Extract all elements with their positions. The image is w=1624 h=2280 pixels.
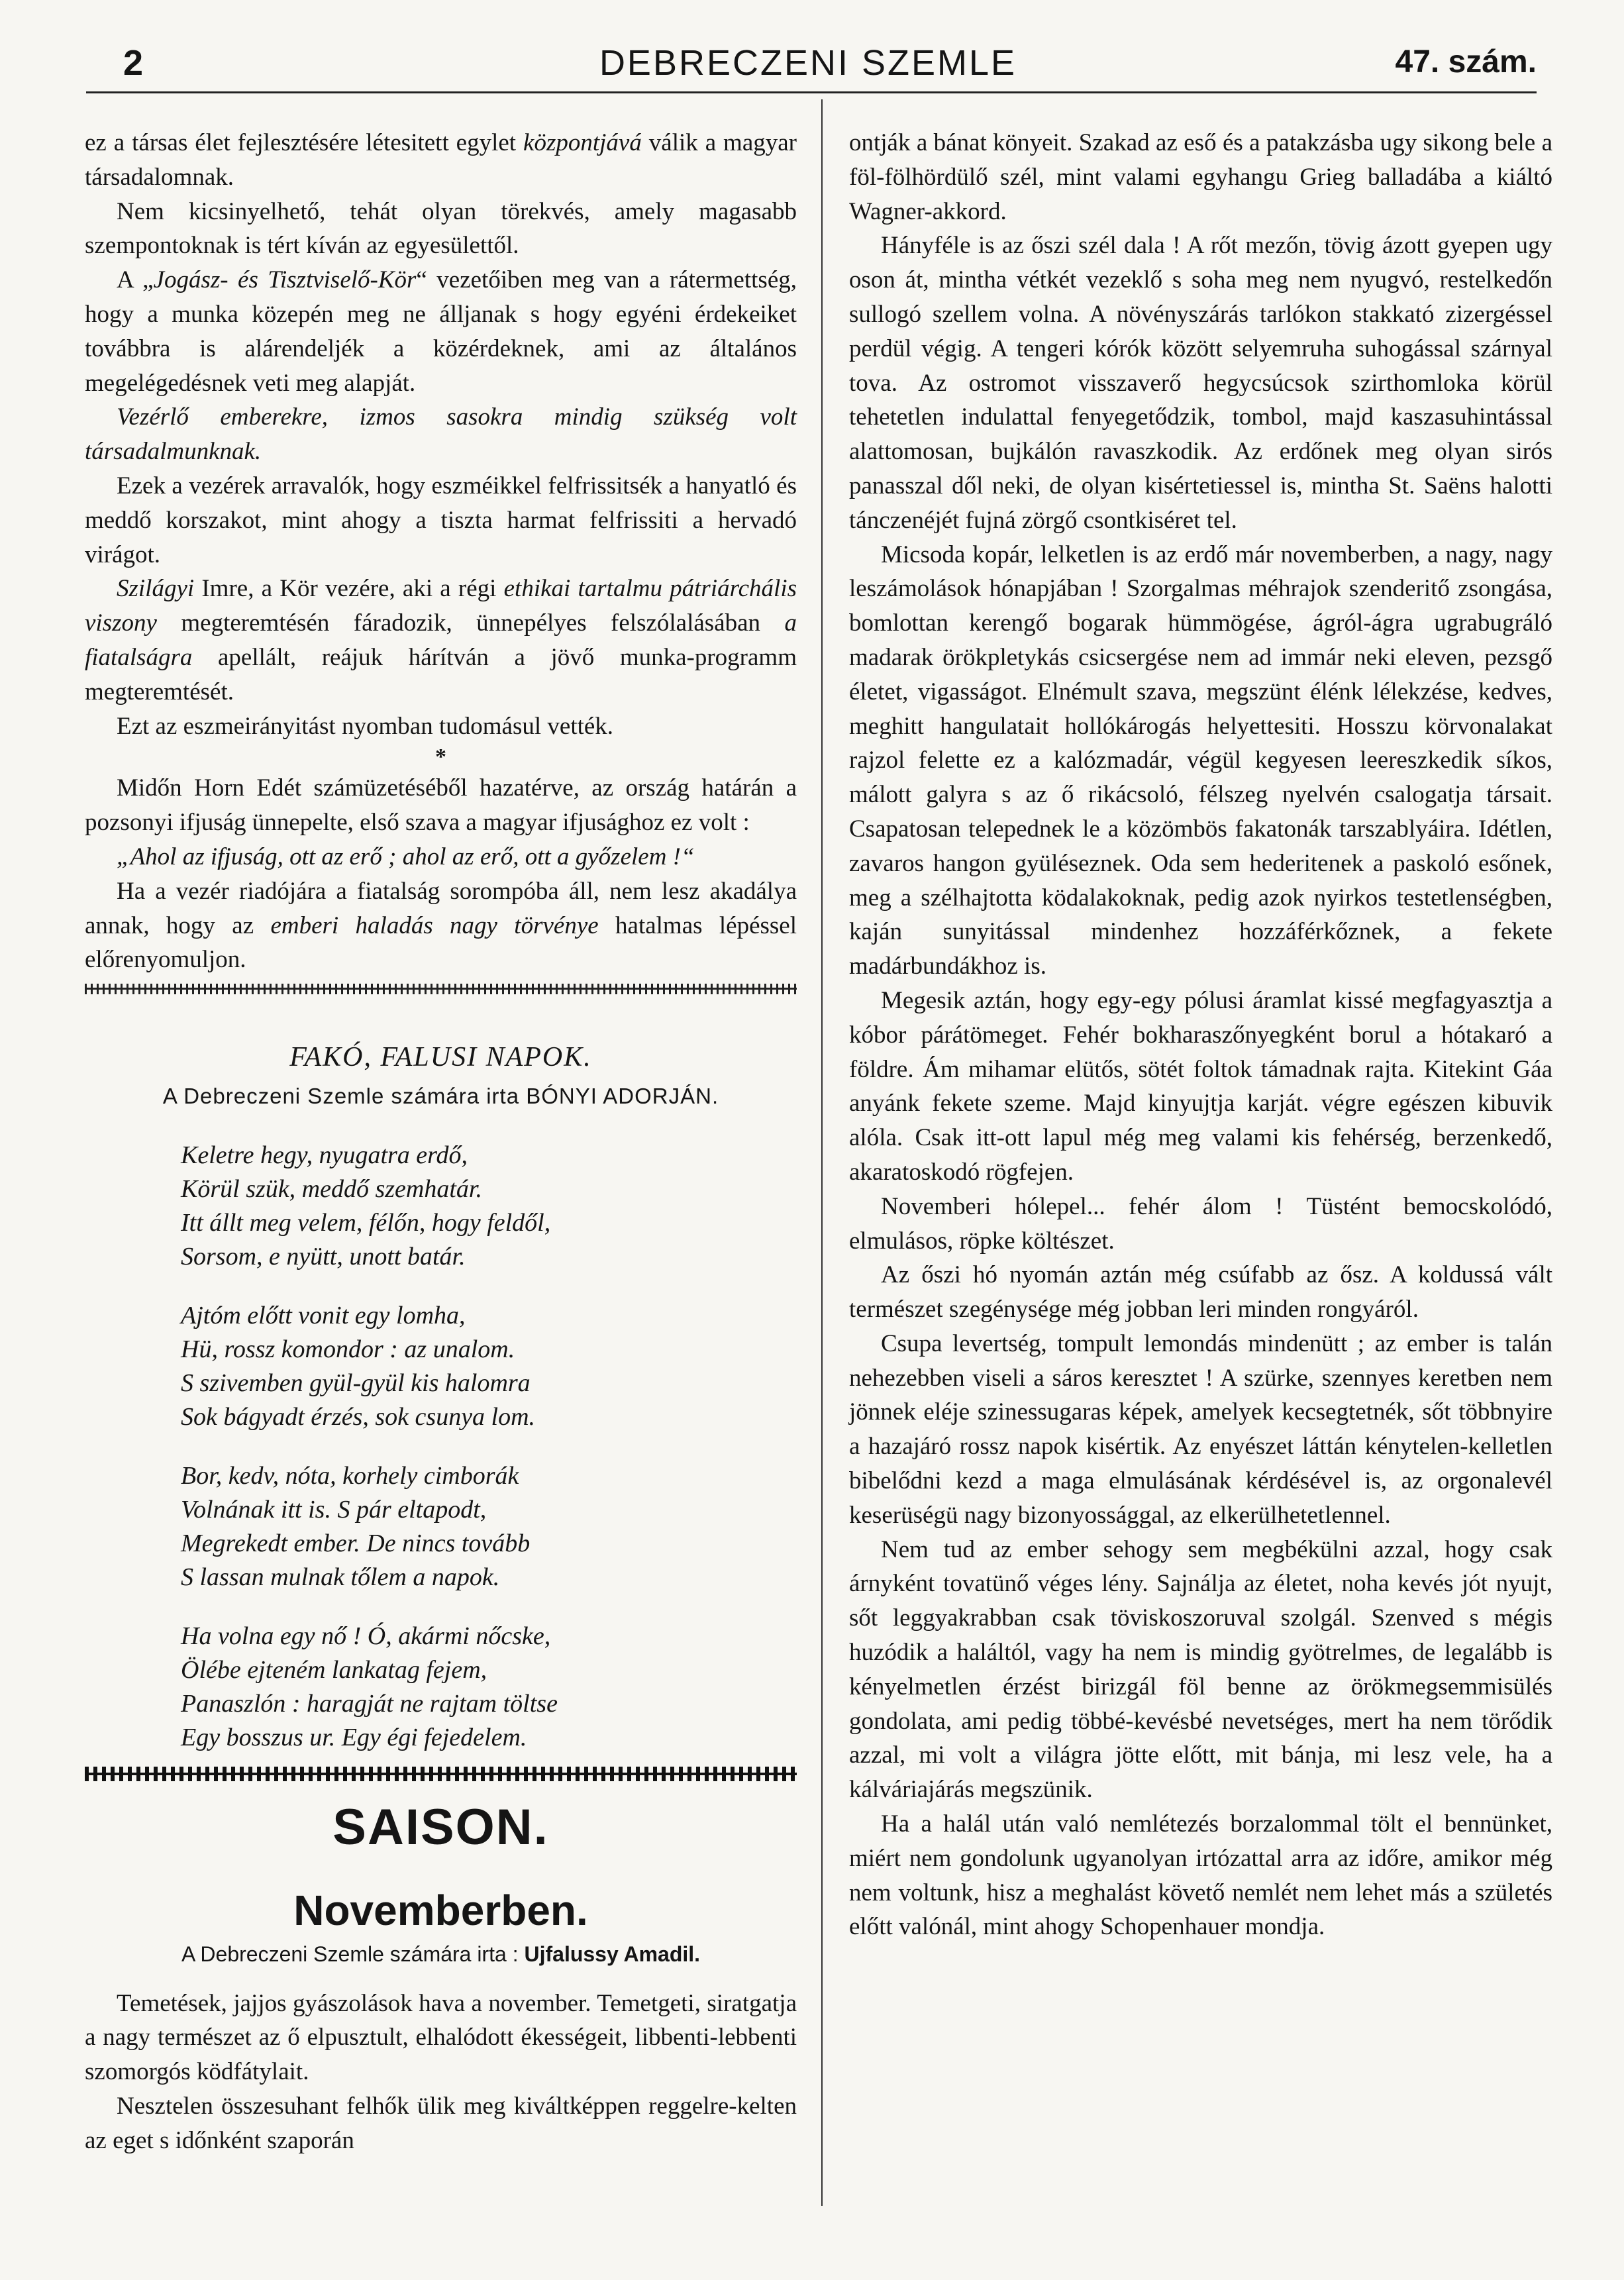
poem-byline: A Debreczeni Szemle számára irta BÓNYI ADORJÁN. [162, 1083, 719, 1108]
poem-line: Bor, kedv, nóta, korhely cimborák [181, 1461, 519, 1490]
text-run: Imre, a Kör vezére, aki a régi [194, 575, 504, 603]
paragraph [85, 874, 797, 977]
text-run: apellált, reájuk hárítván a jövő munka-programm megteremtését. [85, 643, 797, 705]
italic-run: ethikai tartalmu pátriárchális viszony [85, 575, 797, 637]
poem-line: Ölébe ejteném lankatag fejem, [181, 1655, 487, 1684]
text-run: A „ [117, 266, 154, 294]
poem-line: Egy bosszus ur. Egy égi fejedelem. [181, 1723, 527, 1751]
author-name: Ujfalussy Amadil. [524, 1942, 701, 1966]
poem-line: Sok bágyadt érzés, sok csunya lom. [181, 1402, 536, 1431]
poem-line: Panaszlón : haragját ne rajtam töltse [181, 1689, 558, 1718]
paragraph: Ezek a vezérek arravalók, hogy eszméikkel felfrissitsék a hanyatló és meddő korszakot, mint ahogy a tiszta harmat felfrissiti a hervadó virágot. [85, 472, 797, 568]
italic-run: a fiatalságra [85, 609, 797, 671]
poem-stanza [181, 1139, 797, 1274]
article-title: Novemberben. [293, 1886, 588, 1934]
paragraph: Temetések, jajjos gyászolások hava a november. Temetgeti, siratgatja a nagy természet az ő elpusztult, elhalódott ékességeit, libbenti-lebbenti szomorgós ködfátylait. [85, 1989, 797, 2086]
text-run: válik a magyar társadalomnak. [85, 129, 797, 191]
publication-title: DEBRECZENI SZEMLE [599, 43, 1017, 83]
paragraph [85, 263, 797, 400]
italic-run: Szilágyi [117, 575, 195, 603]
ornamental-rule [85, 1767, 797, 1781]
paragraph: ontják a bánat könyeit. Szakad az eső és a patakzásba ugy sikong bele a föl-fölhördülő szél, mint valami egyhangu Grieg balladába a kiáltó Wagner-akkord. [849, 129, 1552, 225]
paragraph [85, 572, 797, 709]
right-column [849, 126, 1552, 1944]
text-run: ez a társas élet fejlesztésére létesitett egylet [85, 129, 524, 156]
poem-line: Itt állt meg velem, félőn, hogy feldől, [181, 1208, 551, 1237]
italic-run: központjává [523, 129, 642, 156]
paragraph: Novemberi hólepel... fehér álom ! Tüstént bemocskolódó, elmulásos, röpke költészet. [849, 1192, 1552, 1255]
poem-stanza [181, 1459, 797, 1594]
ornamental-rule [85, 984, 797, 994]
italic-run: Jogász- és Tisztviselő-Kör [153, 266, 417, 294]
article-byline [85, 1938, 797, 1972]
paragraph: Csupa levertség, tompult lemondás mindenütt ; az ember is talán nehezebben viseli a sáros keresztet ! A szürke, szennyes keretben nem jönnek eléje szinessugaras képek, amelyek kecsegtetnék, sőt többnyire a hazajáró rossz napok kisértik. Az enyészet láttán kénytelen-kelletlen bibelődni kezd a maga elmulásának kérdésével is, az orgonalevél keserüségü nagy bizonyossággal, az elkerülhetetlennel. [849, 1329, 1552, 1529]
page-header [79, 41, 1537, 87]
text-run: hatalmas lépéssel előrenyomuljon. [85, 911, 797, 974]
paragraph: Ezt az eszmeirányitást nyomban tudomásul vették. [117, 712, 614, 740]
paragraph: Nem tud az ember sehogy sem megbékülni azzal, hogy csak árnyként tovatünő véges lény. Sajnálja az életet, noha kevés jót nyujt, sőt leggyakrabban csak töviskoszoruval szolgál. Szenved s mégis huzódik a haláltól, vagy ha nem is mindig gyötrelmes, de legalább is kényelmetlen érzést birizgál föl benne az örökmegsemmisülés gondolata, ami pedig többé-kevésbé nevetséges, mert ha nem törődik azzal, mi volt a világra jötte előtt, mit bánja, mi lesz vele, ha a kálváriajárás megszünik. [849, 1535, 1552, 1804]
poem-line: Keletre hegy, nyugatra erdő, [181, 1141, 468, 1169]
paragraph: Nem kicsinyelhető, tehát olyan törekvés, amely magasabb szempontoknak is tért kíván az egyesülettől. [85, 197, 797, 260]
byline-text: A Debreczeni Szemle számára irta : [181, 1942, 525, 1966]
poem-line: Körül szük, meddő szemhatár. [181, 1174, 482, 1203]
poem-title: FAKÓ, FALUSI NAPOK. [289, 1042, 592, 1073]
poem-line: Megrekedt ember. De nincs tovább [181, 1529, 531, 1557]
paragraph: Nesztelen összesuhant felhők ülik meg kiváltképpen reggelre-kelten az eget s időnként szaporán [85, 2092, 797, 2154]
paragraph: Micsoda kopár, lelketlen is az erdő már novemberben, a nagy, nagy leszámolások hónapjában ! Szorgalmas méhrajok szenderitő zsongása, bomlottan kerengő bogarak hümmögése, ágról-ágra ugrabugráló madarak örökpletykás csicsergése nem ad immár neki eleven, pezsgő életet, vigasságot. Elnémult szava, megszünt élénk lélekzése, kedves, meghitt hangulatait hollókárogás helyettesiti. Hosszu körvonalakat rajzol felette ez a kalózmadár, végül kegyesen leereszkedik síkos, málott galyra s az ő rikácsoló, félszeg nyelvén csalogatja társait. Csapatosan telepednek le a közömbös fakatonák tarszablyáira. Idétlen, zavaros hangon gyüléseznek. Oda sem hederitenek a paskoló esőnek, meg a szélhajtotta ködalakoknak, pedig azok nyirkos testetlenségben, kaján sunyitással mindenhez hozzáférkőznek, a fekete madárbundákhoz is. [849, 541, 1552, 980]
paragraph: Ha a halál után való nemlétezés borzalommal tölt el bennünket, miért nem gondolunk ugyanolyan irtózattal arra az időre, amikor még nem voltunk, hisz a meghalást követő nemlét nem lehet más a születés előtt valónál, mint ahogy Schopenhauer mondja. [849, 1810, 1552, 1941]
paragraph: Midőn Horn Edét számüzetéséből hazatérve, az ország határán a pozsonyi ifjuság ünnepelte, első szava a magyar ifjusághoz ez volt : [85, 774, 797, 837]
page-number: 2 [123, 43, 144, 83]
left-column [85, 126, 797, 2158]
poem-stanza [181, 1620, 797, 1755]
italic-run: emberi haladás nagy törvénye [270, 911, 599, 939]
poem-line: Ajtóm előtt vonit egy lomha, [181, 1301, 466, 1329]
column-divider [821, 99, 823, 2206]
paragraph: Hányféle is az őszi szél dala ! A rőt mezőn, tövig ázott gyepen ugy oson át, mintha vétkét vezeklő s soha meg nem nyugvó, restelkedőn sullogó szellem volna. A növényszárás tarlókon stakkató zizergéssel perdül végig. A tengeri kórók között selyemruha suhogással szárnyal tova. Az ostromot visszaverő hegycsúcsok szirthomloka körül tehetetlen indulattal fenyegetődzik, tombol, majd kaszasuhintással alattomosan, bujkálón ravaszkodik. Az erdőnek meg olyan sirós panasszal dől neki, de olyan kisértetiessel is, mintha St. Saëns halotti tánczenéjét fujná zörgő csontkiséret tel. [849, 232, 1552, 534]
poem-line: S lassan mulnak tőlem a napok. [181, 1563, 500, 1591]
poem-stanza [181, 1299, 797, 1434]
issue-number: 47. szám. [1395, 44, 1537, 79]
quotation: „Ahol az ifjuság, ott az erő ; ahol az erő, ott a győzelem !“ [117, 843, 695, 870]
paragraph: Vezérlő emberekre, izmos sasokra mindig szükség volt társadalmunknak. [85, 403, 797, 466]
poem-line: Volnának itt is. S pár eltapodt, [181, 1495, 487, 1524]
paragraph [85, 126, 797, 195]
section-asterisk: * [435, 745, 446, 770]
poem-line: Ha volna egy nő ! Ó, akármi nőcske, [181, 1622, 551, 1650]
section-heading: SAISON. [332, 1798, 549, 1855]
poem-line: Sorsom, e nyütt, unott batár. [181, 1242, 466, 1270]
text-run: megteremtésén fáradozik, ünnepélyes felszólalásában [156, 609, 785, 637]
poem-line: Hü, rossz komondor : az unalom. [181, 1335, 515, 1363]
text-run: Ha a vezér riadójára a fiatalság sorompóba áll, nem lesz akadálya annak, hogy az [85, 877, 797, 939]
poem-line: S szivemben gyül-gyül kis halomra [181, 1369, 531, 1397]
header-rule [86, 91, 1537, 93]
paragraph: Megesik aztán, hogy egy-egy pólusi áramlat kissé megfagyasztja a kóbor párátömeget. Fehér bokharaszőnyegként borul a hótakaró a földre. Ám mihamar elütős, sötét foltok támadnak rajta. Kitekint Gáa anyánk fekete szeme. Majd kinyujtja karját. végre egészen kibuvik alóla. Csak itt-ott lapul még meg valami kis fehérség, berzenkedő, akaratoskodó rögfejen. [849, 986, 1552, 1186]
paragraph: Az őszi hó nyomán aztán még csúfabb az ősz. A koldussá vált természet szegénysége még jobban leri minden rongyáról. [849, 1261, 1552, 1323]
text-run: “ vezetőiben meg van a rátermettség, hogy a munka közepén meg ne álljanak s hogy egyéni érdekeiket továbbra is alárendeljék a közérdeknek, ami az általános megelégedésnek veti meg alapját. [85, 266, 797, 397]
